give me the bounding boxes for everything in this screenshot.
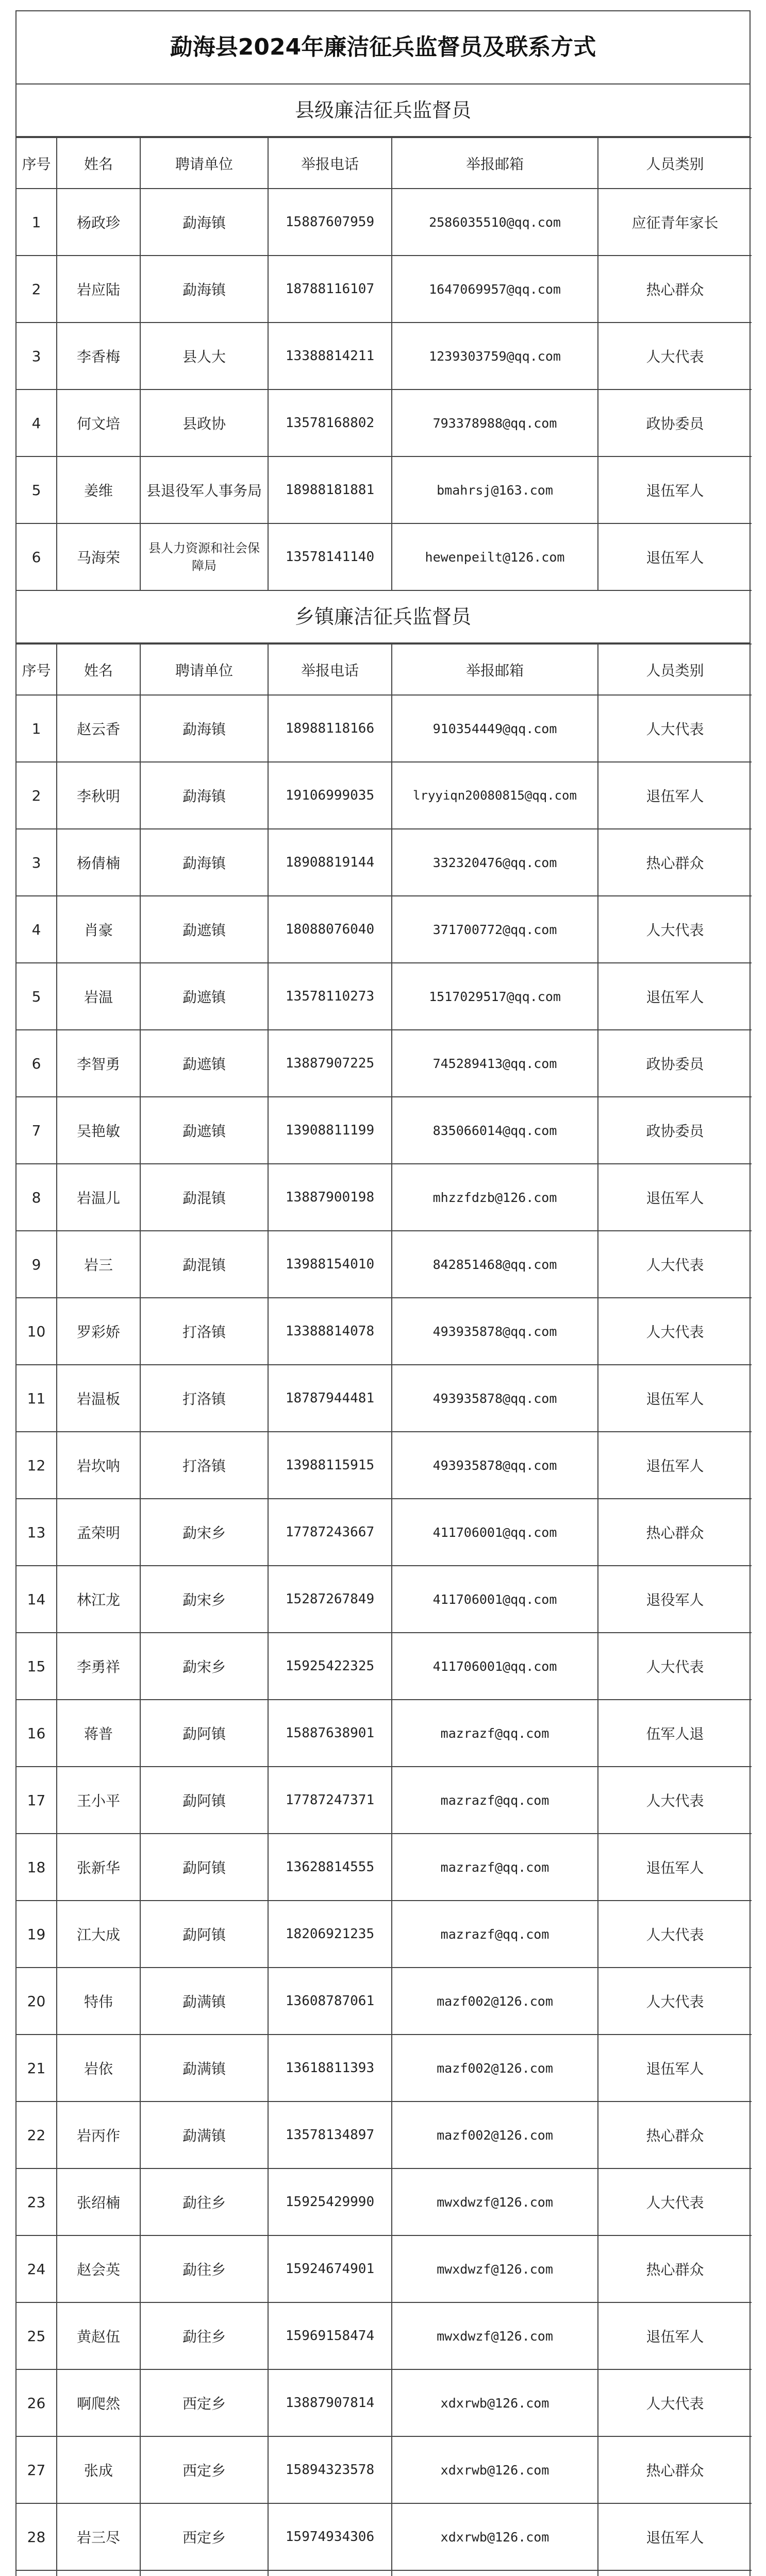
phone-cell: 18787944481 (268, 1365, 392, 1432)
table-row (16, 323, 752, 389)
unit-cell: 勐混镇 (140, 1164, 268, 1231)
email-cell: 493935878@qq.com (392, 1298, 598, 1365)
table-row (16, 189, 752, 256)
category-cell: 退伍军人 (598, 762, 752, 829)
name-cell: 姜维 (57, 456, 140, 523)
index-cell: 6 (16, 1030, 57, 1097)
unit-cell: 勐阿镇 (140, 1834, 268, 1901)
category-cell (598, 2570, 752, 2576)
table-row (16, 389, 752, 456)
unit-cell: 勐海镇 (140, 695, 268, 762)
unit-cell: 勐海镇 (140, 829, 268, 896)
name-cell: 岩丙作 (57, 2102, 140, 2168)
unit-cell: 勐海镇 (140, 256, 268, 323)
town-table (16, 643, 752, 2576)
county-table (16, 137, 752, 591)
phone-cell: 15924674901 (268, 2235, 392, 2302)
name-cell: 张绍楠 (57, 2168, 140, 2235)
header-category: 人员类别 (598, 644, 752, 695)
index-cell: 9 (16, 1231, 57, 1298)
phone-cell: 13887900198 (268, 1164, 392, 1231)
unit-cell: 县人力资源和社会保障局 (140, 523, 268, 590)
table-row (16, 256, 752, 323)
unit-cell: 县人大 (140, 323, 268, 389)
table-row (16, 1566, 752, 1633)
email-cell: 793378988@qq.com (392, 389, 598, 456)
county-header-row (16, 138, 752, 189)
header-phone: 举报电话 (268, 138, 392, 189)
unit-cell: 勐满镇 (140, 2035, 268, 2102)
name-cell: 李勇祥 (57, 1633, 140, 1700)
name-cell: 赵云香 (57, 695, 140, 762)
table-row (16, 1030, 752, 1097)
category-cell: 退伍军人 (598, 2035, 752, 2102)
unit-cell: 西定乡 (140, 2436, 268, 2503)
unit-cell: 勐阿镇 (140, 1700, 268, 1767)
page-title: 勐海县2024年廉洁征兵监督员及联系方式 (16, 11, 750, 84)
phone-cell: 13887907814 (268, 2369, 392, 2436)
category-cell: 应征青年家长 (598, 189, 752, 256)
unit-cell: 勐阿镇 (140, 1901, 268, 1968)
phone-cell: 13887907225 (268, 1030, 392, 1097)
unit-cell: 打洛镇 (140, 1432, 268, 1499)
index-cell: 4 (16, 389, 57, 456)
name-cell: 岩三 (57, 1231, 140, 1298)
header-unit: 聘请单位 (140, 138, 268, 189)
header-email: 举报邮箱 (392, 138, 598, 189)
index-cell: 13 (16, 1499, 57, 1566)
phone-cell: 15894323578 (268, 2436, 392, 2503)
phone-cell: 13908811199 (268, 1097, 392, 1164)
unit-cell: 打洛镇 (140, 1365, 268, 1432)
table-row (16, 1164, 752, 1231)
category-cell: 政协委员 (598, 1097, 752, 1164)
category-cell: 热心群众 (598, 256, 752, 323)
index-cell: 14 (16, 1566, 57, 1633)
name-cell: 肖豪 (57, 896, 140, 963)
name-cell: 蒋普 (57, 1700, 140, 1767)
index-cell: 23 (16, 2168, 57, 2235)
email-cell: 835066014@qq.com (392, 1097, 598, 1164)
table-row (16, 1298, 752, 1365)
category-cell: 退伍军人 (598, 523, 752, 590)
index-cell (16, 2570, 57, 2576)
email-cell: 493935878@qq.com (392, 1432, 598, 1499)
unit-cell: 勐往乡 (140, 2168, 268, 2235)
header-unit: 聘请单位 (140, 644, 268, 695)
phone-cell: 15974934306 (268, 2503, 392, 2570)
email-cell: mazf002@126.com (392, 1968, 598, 2035)
index-cell: 16 (16, 1700, 57, 1767)
email-cell: xdxrwb@126.com (392, 2369, 598, 2436)
town-table-body (16, 695, 752, 2576)
email-cell: hewenpeilt@126.com (392, 523, 598, 590)
email-cell: mazrazf@qq.com (392, 1901, 598, 1968)
header-category: 人员类别 (598, 138, 752, 189)
phone-cell: 13988154010 (268, 1231, 392, 1298)
category-cell: 热心群众 (598, 1499, 752, 1566)
name-cell: 李秋明 (57, 762, 140, 829)
category-cell: 伍军人退 (598, 1700, 752, 1767)
unit-cell: 勐混镇 (140, 1231, 268, 1298)
index-cell: 1 (16, 695, 57, 762)
email-cell: mwxdwzf@126.com (392, 2302, 598, 2369)
unit-cell (140, 2570, 268, 2576)
table-row (16, 1633, 752, 1700)
email-cell: mhzzfdzb@126.com (392, 1164, 598, 1231)
index-cell: 5 (16, 963, 57, 1030)
index-cell: 22 (16, 2102, 57, 2168)
category-cell: 政协委员 (598, 1030, 752, 1097)
email-cell: 1517029517@qq.com (392, 963, 598, 1030)
table-row (16, 1901, 752, 1968)
unit-cell: 勐宋乡 (140, 1566, 268, 1633)
header-name: 姓名 (57, 138, 140, 189)
unit-cell: 勐遮镇 (140, 896, 268, 963)
phone-cell: 15287267849 (268, 1566, 392, 1633)
table-row (16, 1499, 752, 1566)
email-cell: 332320476@qq.com (392, 829, 598, 896)
index-cell: 6 (16, 523, 57, 590)
email-cell: 910354449@qq.com (392, 695, 598, 762)
category-cell: 人大代表 (598, 323, 752, 389)
category-cell: 人大代表 (598, 1633, 752, 1700)
unit-cell: 县政协 (140, 389, 268, 456)
table-row (16, 2302, 752, 2369)
unit-cell: 勐遮镇 (140, 1030, 268, 1097)
email-cell: 2586035510@qq.com (392, 189, 598, 256)
table-row (16, 762, 752, 829)
name-cell: 罗彩娇 (57, 1298, 140, 1365)
name-cell: 特伟 (57, 1968, 140, 2035)
index-cell: 4 (16, 896, 57, 963)
index-cell: 15 (16, 1633, 57, 1700)
table-row (16, 1834, 752, 1901)
index-cell: 7 (16, 1097, 57, 1164)
town-header-row (16, 644, 752, 695)
email-cell: xdxrwb@126.com (392, 2503, 598, 2570)
unit-cell: 勐宋乡 (140, 1499, 268, 1566)
phone-cell: 13618811393 (268, 2035, 392, 2102)
index-cell: 20 (16, 1968, 57, 2035)
phone-cell: 17787243667 (268, 1499, 392, 1566)
phone-cell: 13608787061 (268, 1968, 392, 2035)
table-row (16, 2436, 752, 2503)
email-cell: mwxdwzf@126.com (392, 2235, 598, 2302)
unit-cell: 西定乡 (140, 2503, 268, 2570)
email-cell: mazf002@126.com (392, 2102, 598, 2168)
table-row (16, 1365, 752, 1432)
email-cell: 1647069957@qq.com (392, 256, 598, 323)
name-cell: 啊爬然 (57, 2369, 140, 2436)
category-cell: 人大代表 (598, 1968, 752, 2035)
unit-cell: 打洛镇 (140, 1298, 268, 1365)
index-cell: 5 (16, 456, 57, 523)
name-cell: 岩三尽 (57, 2503, 140, 2570)
email-cell: mazrazf@qq.com (392, 1834, 598, 1901)
category-cell: 人大代表 (598, 1767, 752, 1834)
town-section-heading: 乡镇廉洁征兵监督员 (16, 591, 750, 643)
index-cell: 2 (16, 256, 57, 323)
table-row (16, 1968, 752, 2035)
header-index: 序号 (16, 138, 57, 189)
name-cell: 赵会英 (57, 2235, 140, 2302)
header-name: 姓名 (57, 644, 140, 695)
email-cell: mwxdwzf@126.com (392, 2168, 598, 2235)
email-cell: lryyiqn20080815@qq.com (392, 762, 598, 829)
unit-cell: 勐满镇 (140, 2102, 268, 2168)
table-row (16, 2102, 752, 2168)
unit-cell: 勐海镇 (140, 762, 268, 829)
phone-cell: 13988115915 (268, 1432, 392, 1499)
phone-cell: 13578141140 (268, 523, 392, 590)
name-cell: 江大成 (57, 1901, 140, 1968)
table-row (16, 456, 752, 523)
email-cell: 745289413@qq.com (392, 1030, 598, 1097)
name-cell: 杨政珍 (57, 189, 140, 256)
index-cell: 3 (16, 829, 57, 896)
index-cell: 8 (16, 1164, 57, 1231)
email-cell: 842851468@qq.com (392, 1231, 598, 1298)
header-index: 序号 (16, 644, 57, 695)
category-cell: 退伍军人 (598, 1164, 752, 1231)
category-cell: 人大代表 (598, 695, 752, 762)
email-cell: bmahrsj@163.com (392, 456, 598, 523)
unit-cell: 勐宋乡 (140, 1633, 268, 1700)
email-cell: 411706001@qq.com (392, 1633, 598, 1700)
table-row (16, 1231, 752, 1298)
name-cell: 王小平 (57, 1767, 140, 1834)
unit-cell: 勐往乡 (140, 2302, 268, 2369)
index-cell: 24 (16, 2235, 57, 2302)
unit-cell: 勐满镇 (140, 1968, 268, 2035)
index-cell: 18 (16, 1834, 57, 1901)
index-cell: 27 (16, 2436, 57, 2503)
table-row (16, 1097, 752, 1164)
phone-cell: 18908819144 (268, 829, 392, 896)
email-cell: 371700772@qq.com (392, 896, 598, 963)
county-section-heading: 县级廉洁征兵监督员 (16, 84, 750, 137)
phone-cell: 17787247371 (268, 1767, 392, 1834)
phone-cell: 18988118166 (268, 695, 392, 762)
unit-cell: 西定乡 (140, 2369, 268, 2436)
email-cell: mazrazf@qq.com (392, 1767, 598, 1834)
table-row (16, 896, 752, 963)
category-cell: 人大代表 (598, 1298, 752, 1365)
category-cell: 热心群众 (598, 829, 752, 896)
index-cell: 10 (16, 1298, 57, 1365)
header-email: 举报邮箱 (392, 644, 598, 695)
name-cell: 马海荣 (57, 523, 140, 590)
phone-cell: 18988181881 (268, 456, 392, 523)
index-cell: 3 (16, 323, 57, 389)
name-cell: 何文培 (57, 389, 140, 456)
name-cell: 李香梅 (57, 323, 140, 389)
table-row (16, 523, 752, 590)
phone-cell: 18788116107 (268, 256, 392, 323)
category-cell: 人大代表 (598, 2168, 752, 2235)
category-cell: 热心群众 (598, 2102, 752, 2168)
category-cell: 热心群众 (598, 2436, 752, 2503)
table-row (16, 2168, 752, 2235)
category-cell: 退伍军人 (598, 1432, 752, 1499)
email-cell: 493935878@qq.com (392, 1365, 598, 1432)
name-cell: 林江龙 (57, 1566, 140, 1633)
unit-cell: 勐海镇 (140, 189, 268, 256)
table-row (16, 2369, 752, 2436)
category-cell: 退伍军人 (598, 963, 752, 1030)
table-row (16, 2035, 752, 2102)
name-cell: 岩应陆 (57, 256, 140, 323)
header-phone: 举报电话 (268, 644, 392, 695)
email-cell: xdxrwb@126.com (392, 2436, 598, 2503)
phone-cell: 15887638901 (268, 1700, 392, 1767)
category-cell: 政协委员 (598, 389, 752, 456)
index-cell: 19 (16, 1901, 57, 1968)
table-row (16, 1432, 752, 1499)
index-cell: 12 (16, 1432, 57, 1499)
phone-cell: 19106999035 (268, 762, 392, 829)
table-row (16, 829, 752, 896)
table-row (16, 2235, 752, 2302)
phone-cell (268, 2570, 392, 2576)
name-cell: 岩依 (57, 2035, 140, 2102)
email-cell (392, 2570, 598, 2576)
category-cell: 人大代表 (598, 2369, 752, 2436)
email-cell: 411706001@qq.com (392, 1566, 598, 1633)
county-table-body (16, 189, 752, 590)
name-cell: 李智勇 (57, 1030, 140, 1097)
name-cell: 杨倩楠 (57, 829, 140, 896)
name-cell: 岩温板 (57, 1365, 140, 1432)
index-cell: 28 (16, 2503, 57, 2570)
email-cell: mazf002@126.com (392, 2035, 598, 2102)
email-cell: 411706001@qq.com (392, 1499, 598, 1566)
table-row (16, 1767, 752, 1834)
index-cell: 26 (16, 2369, 57, 2436)
index-cell: 2 (16, 762, 57, 829)
unit-cell: 勐遮镇 (140, 963, 268, 1030)
phone-cell: 13578110273 (268, 963, 392, 1030)
index-cell: 11 (16, 1365, 57, 1432)
phone-cell: 13578168802 (268, 389, 392, 456)
name-cell: 黄赵伍 (57, 2302, 140, 2369)
category-cell: 退伍军人 (598, 2503, 752, 2570)
unit-cell: 勐往乡 (140, 2235, 268, 2302)
category-cell: 热心群众 (598, 2235, 752, 2302)
table-row (16, 2570, 752, 2576)
category-cell: 退伍军人 (598, 2302, 752, 2369)
category-cell: 人大代表 (598, 896, 752, 963)
name-cell: 孟荣明 (57, 1499, 140, 1566)
category-cell: 退伍军人 (598, 456, 752, 523)
index-cell: 1 (16, 189, 57, 256)
unit-cell: 勐阿镇 (140, 1767, 268, 1834)
name-cell (57, 2570, 140, 2576)
category-cell: 退役军人 (598, 1566, 752, 1633)
index-cell: 25 (16, 2302, 57, 2369)
name-cell: 岩温儿 (57, 1164, 140, 1231)
unit-cell: 勐遮镇 (140, 1097, 268, 1164)
email-cell: mazrazf@qq.com (392, 1700, 598, 1767)
email-cell: 1239303759@qq.com (392, 323, 598, 389)
table-row (16, 963, 752, 1030)
phone-cell: 13388814078 (268, 1298, 392, 1365)
unit-cell: 县退役军人事务局 (140, 456, 268, 523)
phone-cell: 15925429990 (268, 2168, 392, 2235)
table-row (16, 695, 752, 762)
category-cell: 退伍军人 (598, 1365, 752, 1432)
phone-cell: 15925422325 (268, 1633, 392, 1700)
index-cell: 17 (16, 1767, 57, 1834)
contact-sheet (15, 10, 751, 2576)
category-cell: 退伍军人 (598, 1834, 752, 1901)
phone-cell: 13388814211 (268, 323, 392, 389)
table-row (16, 2503, 752, 2570)
phone-cell: 18206921235 (268, 1901, 392, 1968)
name-cell: 张新华 (57, 1834, 140, 1901)
index-cell: 21 (16, 2035, 57, 2102)
phone-cell: 18088076040 (268, 896, 392, 963)
name-cell: 岩温 (57, 963, 140, 1030)
phone-cell: 15969158474 (268, 2302, 392, 2369)
phone-cell: 13628814555 (268, 1834, 392, 1901)
table-row (16, 1700, 752, 1767)
category-cell: 人大代表 (598, 1901, 752, 1968)
phone-cell: 13578134897 (268, 2102, 392, 2168)
phone-cell: 15887607959 (268, 189, 392, 256)
name-cell: 张成 (57, 2436, 140, 2503)
name-cell: 岩坎呐 (57, 1432, 140, 1499)
category-cell: 人大代表 (598, 1231, 752, 1298)
name-cell: 吴艳敏 (57, 1097, 140, 1164)
